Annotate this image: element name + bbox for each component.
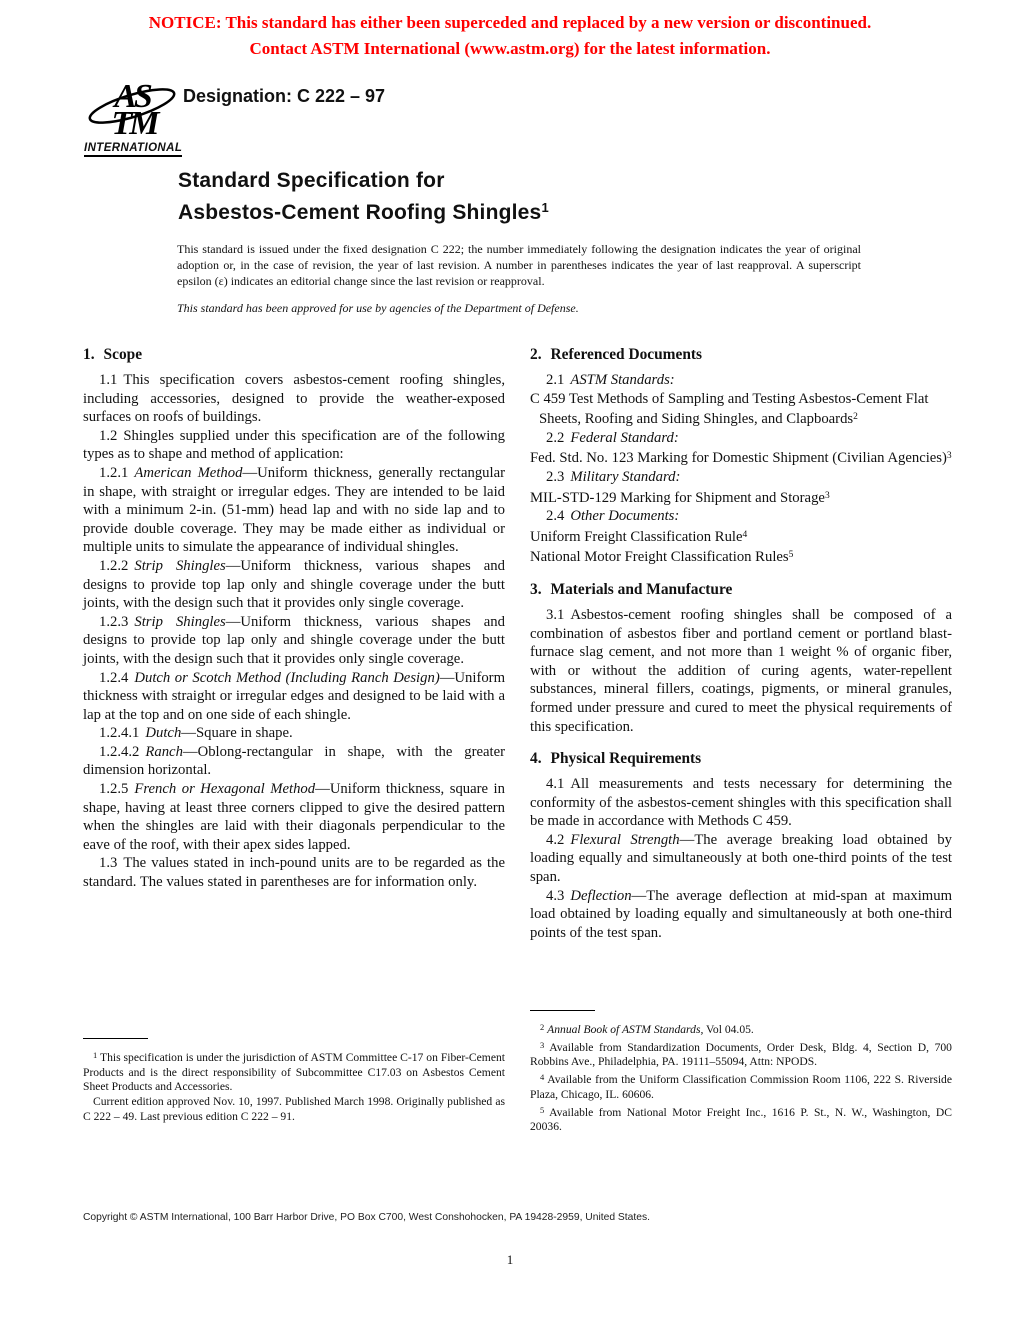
dod-approval-note: This standard has been approved for use by agencies of the Department of Defense. <box>177 301 579 315</box>
footnote-1-continued <box>83 1095 505 1124</box>
clause-term: Flexural Strength <box>570 831 680 848</box>
clause-text: —The average deflection at mid-span at maximum load obtained by loading equally and simultaneously at both one-third points of the test span. <box>530 887 952 941</box>
title-line-2: Asbestos-Cement Roofing Shingles <box>178 201 542 224</box>
logo-international-label: INTERNATIONAL <box>84 142 182 157</box>
clause-number: 4.1 <box>546 776 565 793</box>
left-footnotes <box>83 1038 505 1125</box>
notice-line-2: Contact ASTM International (www.astm.org) for the latest information. <box>249 39 771 58</box>
clause-number: 1.2.4.2 <box>99 743 140 760</box>
title-footnote-ref: 1 <box>541 200 549 215</box>
astm-logo <box>84 74 183 157</box>
footnote-text: This specification is under the jurisdiction of ASTM Committee C-17 on Fiber-Cement Products and is the direct responsibility of Subcommittee C17.03 on Asbestos Cement Sheet Products and Accessories. <box>83 1051 505 1094</box>
clause-term: Deflection <box>570 887 632 904</box>
clause-1-3 <box>83 854 505 891</box>
footnote-text: Vol 04.05. <box>703 1023 754 1036</box>
clause-1-2-4-1 <box>83 724 505 743</box>
clause-number: 2.3 <box>546 468 565 485</box>
reference-text: MIL-STD-129 Marking for Shipment and Storage <box>530 489 825 506</box>
footnote-ref: 5 <box>788 550 794 561</box>
clause-text: This specification covers asbestos-cement roofing shingles, including accessories, designed to provide the weather-exposed surfaces on roofs of buildings. <box>83 372 505 426</box>
footnote-number: 2 <box>540 1022 545 1032</box>
notice-line-1: NOTICE: This standard has either been superceded and replaced by a new version or discontinued. <box>148 13 872 32</box>
clause-text: —Uniform thickness, generally rectangular in shape, with straight or irregular edges. They are intended to be laid with a minimum 2-in. (51-mm) head lap and with no side lap and to provide double coverage. They may be made either as individual or multiple units to simulate the appearance of individual shingles. <box>83 464 506 556</box>
ref-mil-std-129 <box>530 487 952 508</box>
clause-1-2 <box>83 427 505 464</box>
clause-1-2-2 <box>83 557 505 613</box>
svg-text:AS: AS <box>114 78 150 115</box>
section-1-number: 1. <box>83 346 95 363</box>
footnote-ref: 3 <box>824 490 830 501</box>
footnote-3 <box>530 1038 952 1070</box>
section-2-number: 2. <box>530 346 542 363</box>
section-3-number: 3. <box>530 580 542 598</box>
clause-term: Federal Standard: <box>570 429 679 446</box>
clause-term: Strip Shingles <box>134 613 226 630</box>
clause-number: 1.2.2 <box>99 557 129 574</box>
clause-number: 1.2.4.1 <box>99 725 140 742</box>
clause-text: —The average breaking load obtained by loading equally and simultaneously at both one-third points of the test span. <box>530 831 952 886</box>
clause-term: ASTM Standards: <box>570 372 675 388</box>
supersession-notice <box>0 10 1020 62</box>
svg-text:TM: TM <box>111 105 157 138</box>
clause-term: Ranch <box>145 743 183 760</box>
right-column <box>530 345 952 942</box>
clause-1-2-1 <box>83 464 505 557</box>
footnote-number: 1 <box>93 1050 98 1060</box>
clause-number: 1.2 <box>99 427 118 444</box>
clause-1-2-5 <box>83 780 505 854</box>
astm-globe-icon <box>86 74 178 138</box>
clause-number: 2.1 <box>546 372 565 388</box>
section-3-heading <box>530 580 952 599</box>
section-1-label: Scope <box>103 346 143 363</box>
footnote-text: Available from Standardization Documents, Order Desk, Bldg. 4, Section D, 700 Robbins Ave., Philadelphia, PA. 19111–55094, Attn: NPODS. <box>530 1040 952 1069</box>
section-4-heading <box>530 749 952 768</box>
clause-term: French or Hexagonal Method <box>134 781 316 798</box>
clause-text: The values stated in inch-pound units are to be regarded as the standard. The values stated in parentheses are for information only. <box>83 855 505 891</box>
footnote-text: Available from National Motor Freight Inc., 1616 P. St., N. W., Washington, DC 20036. <box>530 1105 952 1134</box>
clause-4-1 <box>530 775 952 831</box>
footnote-number: 4 <box>540 1072 545 1083</box>
footnote-book-title: Annual Book of ASTM Standards, <box>547 1023 704 1036</box>
clause-term: Strip Shingles <box>134 557 226 574</box>
footnote-number: 5 <box>540 1104 545 1115</box>
clause-number: 4.3 <box>546 887 565 904</box>
clause-number: 2.2 <box>546 429 565 446</box>
clause-number: 3.1 <box>546 606 565 623</box>
footnote-1 <box>83 1048 505 1095</box>
ref-uniform-freight <box>530 526 952 547</box>
clause-text: —Uniform thickness, various shapes and designs to provide top lap only and shingle coverage under the butt joints, with the design such that it provides only single coverage. <box>83 557 505 612</box>
clause-2-4 <box>530 507 952 526</box>
section-3 <box>530 580 952 736</box>
copyright-line: Copyright © ASTM International, 100 Barr Harbor Drive, PO Box C700, West Conshohocken, PA 19428-2959, United States. <box>83 1212 650 1223</box>
clause-text: —Square in shape. <box>181 725 293 742</box>
clause-number: 1.2.4 <box>99 669 129 686</box>
clause-number: 1.2.5 <box>99 781 129 798</box>
designation: Designation: C 222 – 97 <box>183 86 386 106</box>
clause-text: All measurements and tests necessary for determining the conformity of the asbestos-cement shingles with this specification shall be made in accordance with Methods C 459. <box>530 776 952 830</box>
footnote-ref: 4 <box>742 529 748 540</box>
clause-number: 4.2 <box>546 831 565 848</box>
ref-fed-std-123 <box>530 447 952 468</box>
footnote-2 <box>530 1020 952 1038</box>
clause-text: —Uniform thickness, various shapes and designs to provide top lap only and shingle coverage under the butt joints, with the design such that it provides only single coverage. <box>83 613 505 667</box>
clause-text: —Oblong-rectangular in shape, with the greater dimension horizontal. <box>83 743 505 779</box>
section-4-number: 4. <box>530 750 542 768</box>
footnote-separator <box>530 1010 595 1011</box>
reference-text: Uniform Freight Classification Rule <box>530 528 743 545</box>
section-2-label: Referenced Documents <box>550 346 702 363</box>
issuing-note: This standard is issued under the fixed designation C 222; the number immediately following the designation indicates the year of original adoption or, in the case of revision, the year of last revision. A number in parentheses indicates the year of last reapproval. A superscript epsilon (ε) indicates an editorial change since the last revision or reapproval. <box>177 242 861 288</box>
clause-term: Military Standard: <box>570 468 681 485</box>
clause-text: —Uniform thickness, square in shape, having at least three corners clipped to give the desired pattern when the shingles are laid with their diagonals perpendicular to the eave of the roof, with their apex sides lapped. <box>83 781 505 853</box>
footnote-number: 3 <box>540 1039 545 1050</box>
clause-2-1 <box>530 371 952 390</box>
clause-term: Other Documents: <box>570 508 680 525</box>
page-title <box>178 167 549 226</box>
clause-term: Dutch <box>145 725 182 742</box>
clause-term: Dutch or Scotch Method (Including Ranch Design) <box>134 669 440 686</box>
reference-text: C 459 Test Methods of Sampling and Testing Asbestos-Cement Flat Sheets, Roofing and Siding Shingles, and Clapboards <box>530 390 929 428</box>
clause-number: 1.2.1 <box>99 464 129 481</box>
footnote-text: Available from the Uniform Classification Commission Room 1106, 222 S. Riverside Plaza, Chicago, IL. 60606. <box>530 1073 952 1101</box>
left-column <box>83 345 505 892</box>
ref-national-motor-freight <box>530 546 952 567</box>
clause-1-2-4 <box>83 669 505 725</box>
footnote-ref: 3 <box>946 451 952 462</box>
footnote-ref: 2 <box>853 412 858 423</box>
reference-text: National Motor Freight Classification Rules <box>530 549 789 566</box>
clause-3-1 <box>530 606 952 736</box>
footnote-text: Current edition approved Nov. 10, 1997. Published March 1998. Originally published as C 222 – 49. Last previous edition C 222 – 91. <box>83 1095 505 1123</box>
clause-number: 1.3 <box>99 855 118 872</box>
clause-1-1 <box>83 371 505 427</box>
clause-1-2-4-2 <box>83 743 505 780</box>
clause-4-2 <box>530 831 952 887</box>
section-2-heading <box>530 345 952 364</box>
clause-number: 1.1 <box>99 372 118 388</box>
clause-number: 2.4 <box>546 508 565 525</box>
footnote-5 <box>530 1103 952 1135</box>
title-line-1: Standard Specification for <box>178 169 445 192</box>
section-4-label: Physical Requirements <box>550 750 702 768</box>
footnote-4 <box>530 1070 952 1102</box>
section-1-heading <box>83 345 505 364</box>
right-footnotes <box>530 1010 952 1135</box>
reference-text: Fed. Std. No. 123 Marking for Domestic Shipment (Civilian Agencies) <box>530 450 947 467</box>
clause-2-2 <box>530 429 952 448</box>
clause-number: 1.2.3 <box>99 613 129 630</box>
clause-text: Asbestos-cement roofing shingles shall be composed of a combination of asbestos fiber and portland cement or portland blast-furnace slag cement, and not more than 1 weight % of organic fiber, with or without the addition of curing agents, water-repellent substances, mineral fillers, coatings, pigments, or mineral granules, formed under pressure and cured to meet the physical requirements of this specification. <box>530 606 952 735</box>
clause-term: American Method <box>134 464 243 481</box>
footnote-separator <box>83 1038 148 1039</box>
section-3-label: Materials and Manufacture <box>550 580 733 598</box>
clause-1-2-3 <box>83 613 505 669</box>
page-number: 1 <box>506 1252 514 1267</box>
ref-c459 <box>530 390 952 429</box>
section-4 <box>530 749 952 942</box>
clause-2-3 <box>530 468 952 487</box>
clause-text: Shingles supplied under this specification are of the following types as to shape and method of application: <box>83 427 505 463</box>
clause-4-3 <box>530 887 952 943</box>
clause-text: —Uniform thickness with straight or irregular edges and designed to be laid with a lap at the top and on one side of each shingle. <box>83 669 505 723</box>
